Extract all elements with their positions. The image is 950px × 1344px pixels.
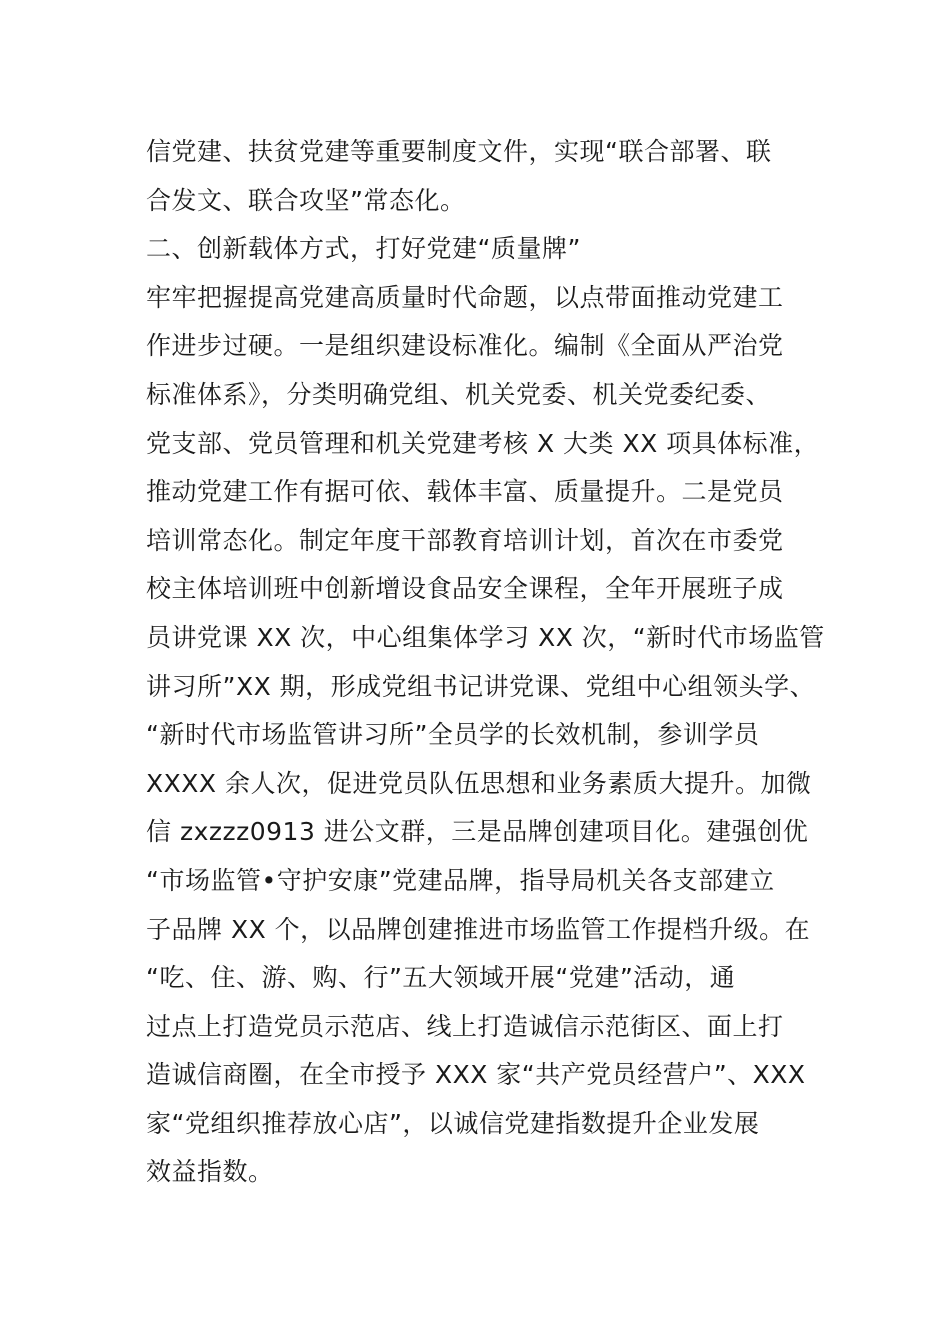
text-line: 讲习所”XX 期，形成党组书记讲党课、党组中心组领头学、	[146, 671, 816, 701]
text-line: 员讲党课 XX 次，中心组集体学习 XX 次，“新时代市场监管	[146, 622, 825, 652]
text-line: 推动党建工作有据可依、载体丰富、质量提升。二是党员	[146, 477, 784, 507]
text-line: 牢牢把握提高党建高质量时代命题，以点带面推动党建工	[146, 282, 784, 312]
text-line: 合发文、联合攻坚”常态化。	[146, 185, 466, 215]
text-line: 效益指数。	[146, 1157, 274, 1187]
text-line: 子品牌 XX 个，以品牌创建推进市场监管工作提档升级。在	[146, 914, 811, 944]
text-line: 过点上打造党员示范店、线上打造诚信示范街区、面上打	[146, 1011, 784, 1041]
text-line: 党支部、党员管理和机关党建考核 X 大类 XX 项具体标准，	[146, 428, 820, 458]
text-line: 造诚信商圈，在全市授予 XXX 家“共产党员经营户”、XXX	[146, 1060, 806, 1090]
text-line: 信 zxzzz0913 进公文群，三是品牌创建项目化。建强创优	[146, 817, 809, 847]
text-line: 校主体培训班中创新增设食品安全课程，全年开展班子成	[146, 574, 784, 604]
text-line: “新时代市场监管讲习所”全员学的长效机制，参训学员	[146, 720, 760, 750]
text-line: XXXX 余人次，促进党员队伍思想和业务素质大提升。加微	[146, 768, 812, 798]
text-line: 信党建、扶贫党建等重要制度文件，实现“联合部署、联	[146, 137, 772, 166]
text-line: “吃、住、游、购、行”五大领域开展“党建”活动，通	[146, 963, 736, 993]
text-line: 培训常态化。制定年度干部教育培训计划，首次在市委党	[146, 525, 784, 555]
text-line: 家“党组织推荐放心店”，以诚信党建指数提升企业发展	[146, 1108, 760, 1138]
body-text	[146, 128, 846, 1197]
text-line: 作进步过硬。一是组织建设标准化。编制《全面从严治党	[146, 331, 784, 361]
text-line: “市场监管•守护安康”党建品牌，指导局机关各支部建立	[146, 865, 775, 895]
section-heading: 二、创新载体方式，打好党建“质量牌”	[146, 234, 581, 264]
text-line: 标准体系》，分类明确党组、机关党委、机关党委纪委、	[146, 379, 772, 409]
